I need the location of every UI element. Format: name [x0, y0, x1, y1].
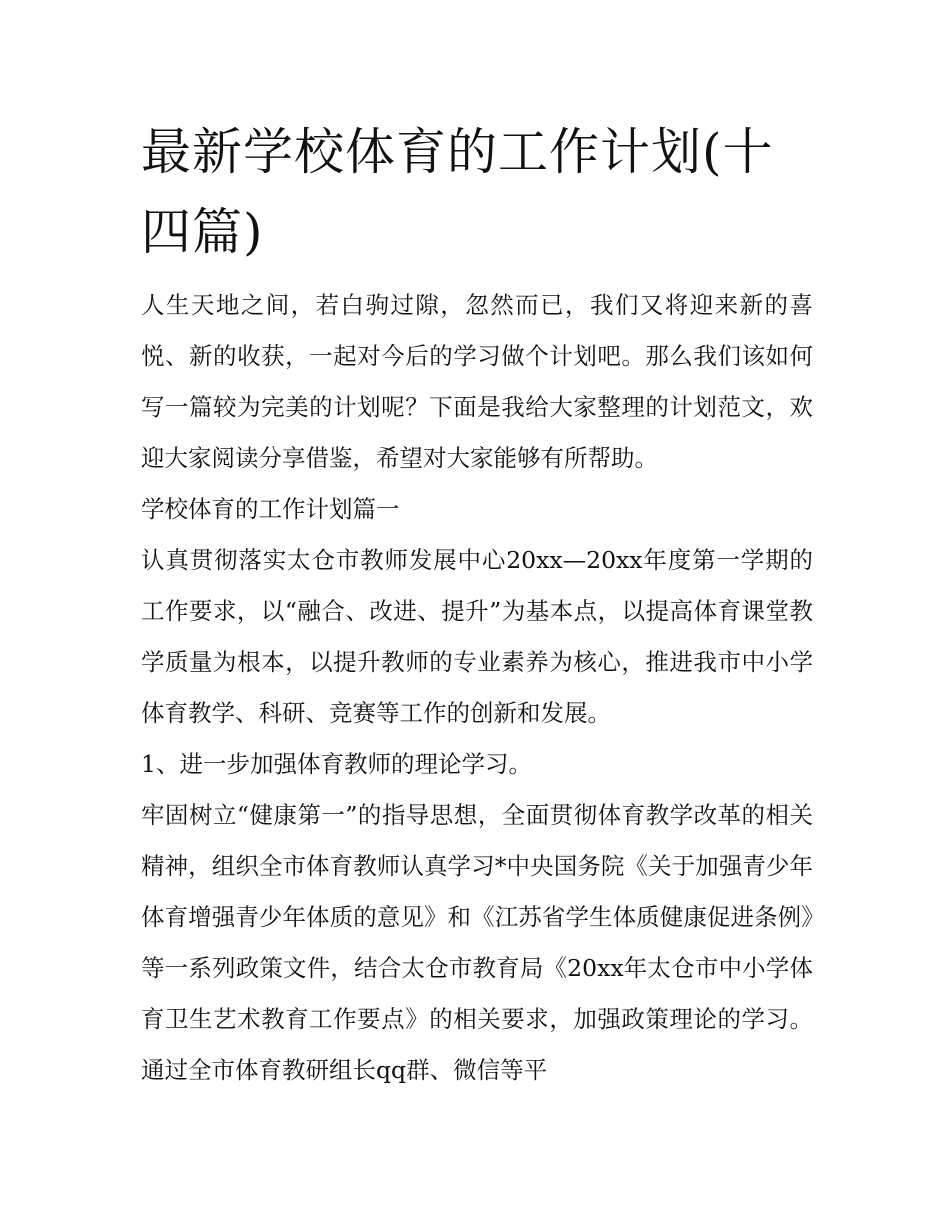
intro-paragraph: 人生天地之间，若白驹过隙，忽然而已，我们又将迎来新的喜悦、新的收获，一起对今后的学习做个计划吧。那么我们该如何写一篇较为完美的计划呢？下面是我给大家整理的计划范文，欢迎大家阅读分享借鉴，希望对大家能够有所帮助。	[141, 291, 813, 472]
section-heading: 学校体育的工作计划篇一	[141, 495, 400, 523]
document-title: 最新学校体育的工作计划(十四篇)	[141, 123, 774, 261]
numbered-item-heading: 1、进一步加强体育教师的理论学习。	[141, 750, 532, 778]
body-paragraph: 牢固树立“健康第一”的指导思想，全面贯彻体育教学改革的相关精神，组织全市体育教师认真学习*中央国务院《关于加强青少年体育增强青少年体质的意见》和《江苏省学生体质健康促进条例》等一系列政策文件，结合太仓市教育局《20xx年太仓市中小学体育卫生艺术教育工作要点》的相关要求，加强政策理论的学习。通过全市体育教研组长qq群、微信等平	[141, 801, 813, 1084]
document-body	[141, 112, 813, 1096]
body-paragraph: 认真贯彻落实太仓市教师发展中心20xx—20xx年度第一学期的工作要求，以“融合、改进、提升”为基本点，以提高体育课堂教学质量为根本，以提升教师的专业素养为核心，推进我市中小学体育教学、科研、竞赛等工作的创新和发展。	[141, 546, 813, 727]
